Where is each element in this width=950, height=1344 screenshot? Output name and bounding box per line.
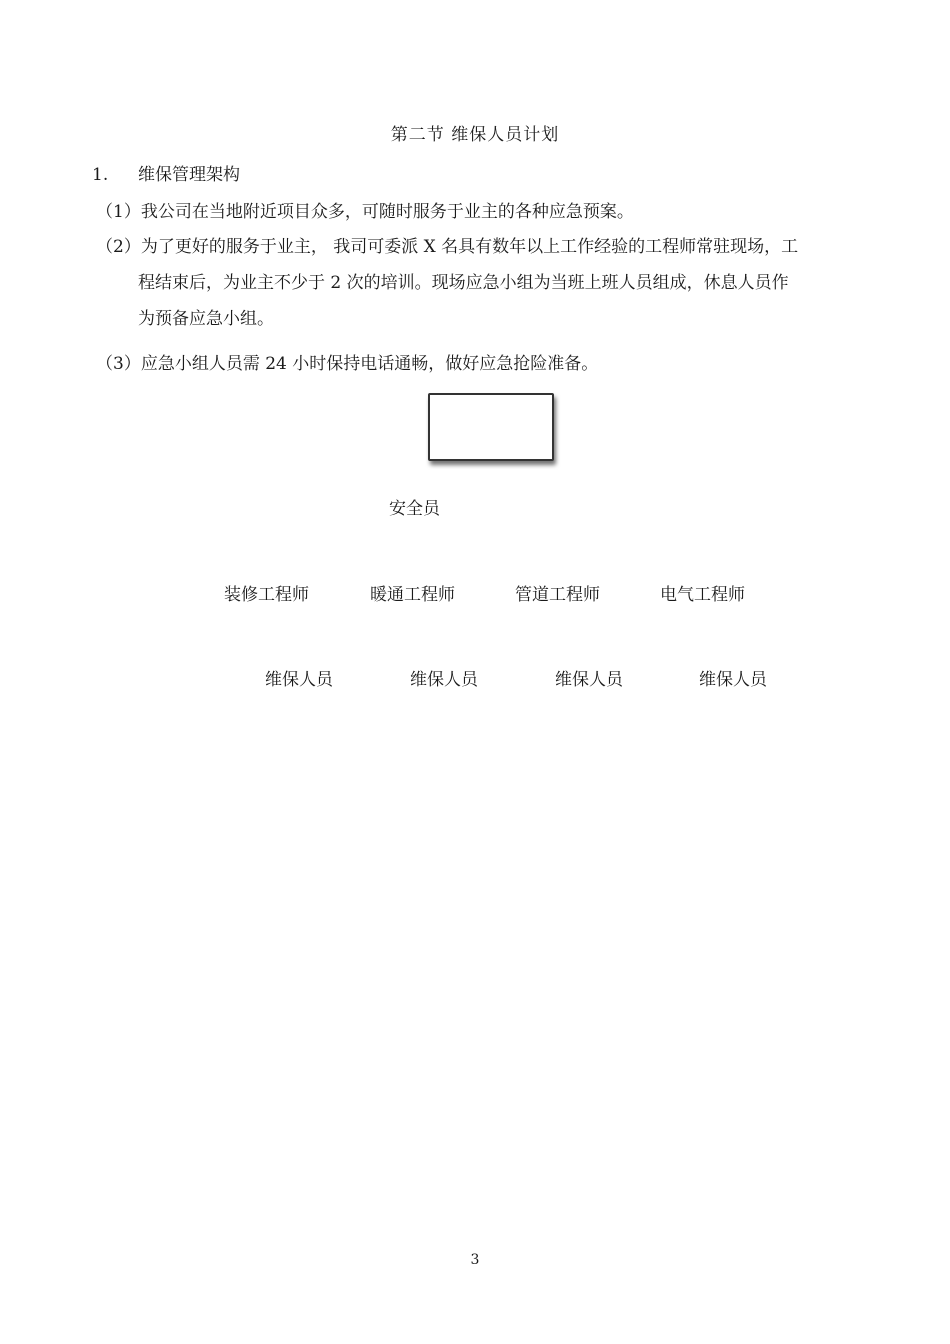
org-maintenance-staff: 维保人员 <box>699 670 767 690</box>
paragraph-2-line-2: 程结束后，为业主不少于 2 次的培训。现场应急小组为当班上班人员组成，休息人员作 <box>138 273 789 293</box>
paragraph-2-line-1: （2）为了更好的服务于业主， 我司可委派 X 名具有数年以上工作经验的工程师常驻现场，工 <box>96 237 799 257</box>
org-engineer: 电气工程师 <box>660 585 745 605</box>
paragraph-3: （3）应急小组人员需 24 小时保持电话通畅，做好应急抢险准备。 <box>96 354 599 374</box>
org-engineer: 装修工程师 <box>224 585 309 605</box>
org-maintenance-staff: 维保人员 <box>410 670 478 690</box>
org-maintenance-staff: 维保人员 <box>265 670 333 690</box>
heading-number: 1. <box>92 165 109 185</box>
org-engineer: 管道工程师 <box>515 585 600 605</box>
org-engineer: 暖通工程师 <box>370 585 455 605</box>
org-chart-top-box <box>428 393 554 461</box>
section-title: 第二节 维保人员计划 <box>390 125 560 145</box>
heading <box>92 160 240 185</box>
heading-text: 维保管理架构 <box>138 165 240 185</box>
page-number: 3 <box>470 1252 480 1268</box>
paragraph-1: （1）我公司在当地附近项目众多，可随时服务于业主的各种应急预案。 <box>96 202 634 222</box>
org-maintenance-staff: 维保人员 <box>555 670 623 690</box>
org-safety-officer: 安全员 <box>389 499 440 519</box>
paragraph-2-line-3: 为预备应急小组。 <box>138 309 274 329</box>
